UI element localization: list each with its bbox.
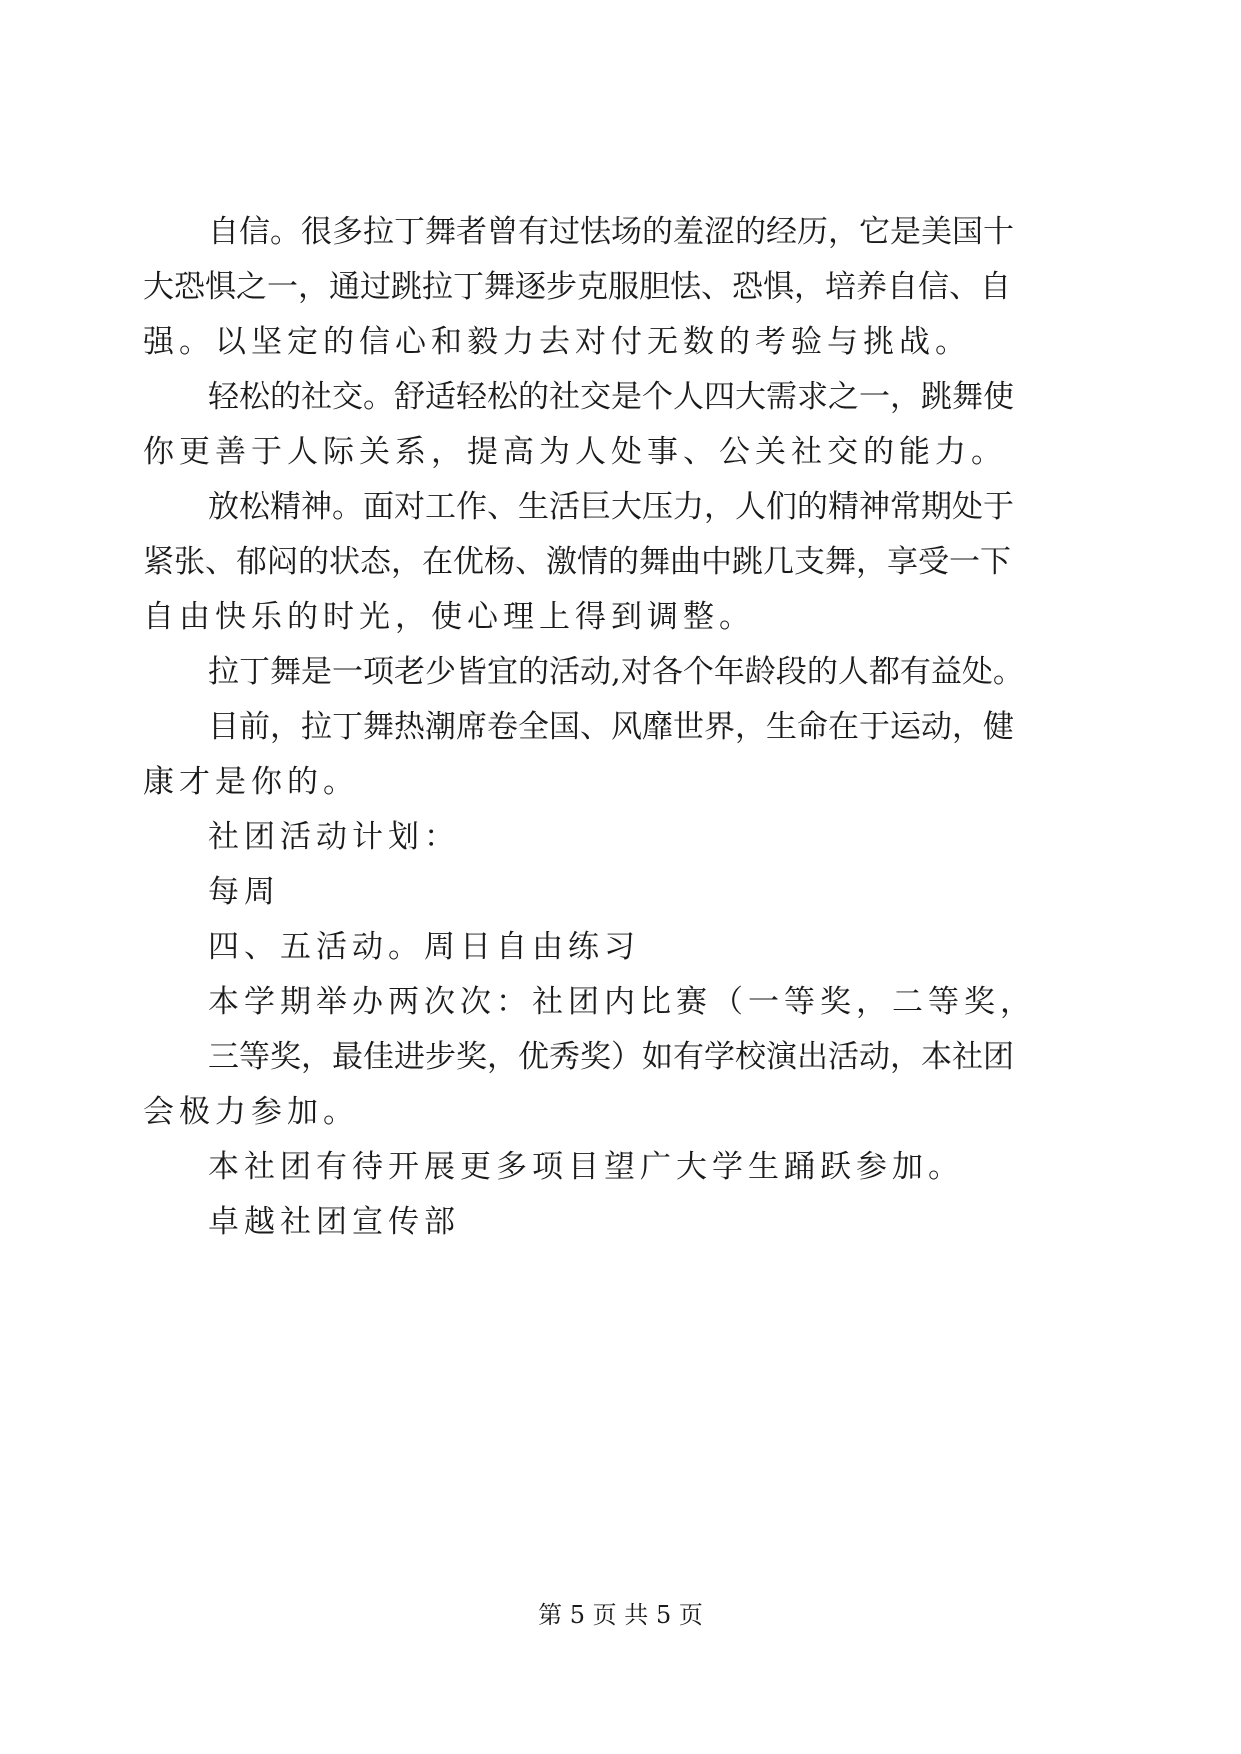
paragraph-2-line-2: 你更善于人际关系，提高为人处事、公关社交的能力。 xyxy=(143,434,1007,470)
paragraph-9-line-1: 本学期举办两次次：社团内比赛（一等奖，二等奖， xyxy=(208,984,1036,1020)
paragraph-8-line-1: 四、五活动。周日自由练习 xyxy=(208,929,640,965)
paragraph-11-line-1: 本社团有待开展更多项目望广大学生踊跃参加。 xyxy=(208,1149,964,1185)
paragraph-5-line-1: 目前，拉丁舞热潮席卷全国、风靡世界，生命在于运动，健 xyxy=(208,709,1014,745)
paragraph-1-line-2: 大恐惧之一，通过跳拉丁舞逐步克服胆怯、恐惧，培养自信、自 xyxy=(143,269,1011,305)
paragraph-1-line-3: 强。以坚定的信心和毅力去对付无数的考验与挑战。 xyxy=(143,324,971,360)
paragraph-1-line-1: 自信。很多拉丁舞者曾有过怯场的羞涩的经历，它是美国十 xyxy=(208,214,1014,250)
paragraph-3-line-2: 紧张、郁闷的状态，在优杨、激情的舞曲中跳几支舞，享受一下 xyxy=(143,544,1011,580)
paragraph-4-line-1: 拉丁舞是一项老少皆宜的活动,对各个年龄段的人都有益处。 xyxy=(208,654,1024,690)
paragraph-10-line-2: 会极力参加。 xyxy=(143,1094,359,1130)
paragraph-12-line-1: 卓越社团宣传部 xyxy=(208,1204,460,1240)
paragraph-5-line-2: 康才是你的。 xyxy=(143,764,359,800)
paragraph-7-line-1: 每周 xyxy=(208,874,280,910)
page-number-footer: 第 5 页 共 5 页 xyxy=(538,1601,703,1629)
paragraph-3-line-3: 自由快乐的时光，使心理上得到调整。 xyxy=(143,599,755,635)
paragraph-6-line-1: 社团活动计划： xyxy=(208,819,460,855)
paragraph-2-line-1: 轻松的社交。舒适轻松的社交是个人四大需求之一，跳舞使 xyxy=(208,379,1014,415)
paragraph-3-line-1: 放松精神。面对工作、生活巨大压力，人们的精神常期处于 xyxy=(208,489,1014,525)
paragraph-10-line-1: 三等奖，最佳进步奖，优秀奖）如有学校演出活动，本社团 xyxy=(208,1039,1014,1075)
